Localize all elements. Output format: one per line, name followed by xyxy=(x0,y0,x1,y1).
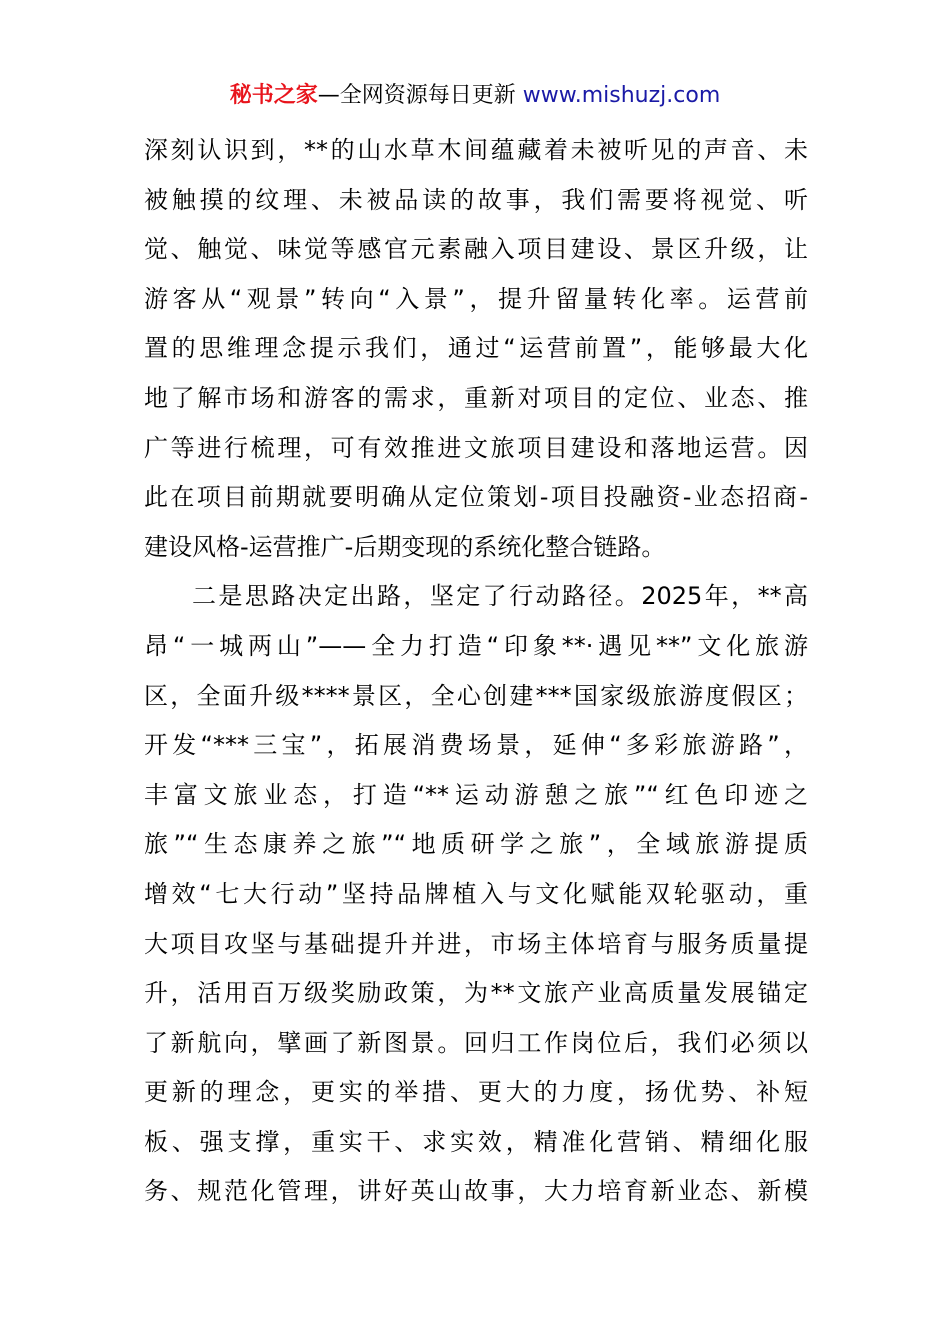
text-line: 地了解市场和游客的需求，重新对项目的定位、业态、推 xyxy=(144,383,808,412)
brand-name: 秘书之家 xyxy=(229,83,318,108)
text-line: 置的思维理念提示我们，通过“运营前置”，能够最大化 xyxy=(144,334,808,363)
text-line: 深刻认识到，**的山水草木间蕴藏着未被听见的声音、未 xyxy=(144,136,808,164)
text-line: 板、强支撑，重实干、求实效，精准化营销、精细化服 xyxy=(144,1127,808,1156)
text-line: 广等进行梳理，可有效推进文旅项目建设和落地运营。因 xyxy=(144,433,808,462)
paragraph-start-line: 二是思路决定出路，坚定了行动路径。2025年，**高 xyxy=(192,582,808,611)
site-header xyxy=(0,79,950,113)
text-line: 被触摸的纹理、未被品读的故事，我们需要将视觉、听 xyxy=(144,185,808,214)
text-line: 区，全面升级****景区，全心创建***国家级旅游度假区； xyxy=(144,681,808,710)
text-line: 务、规范化管理，讲好英山故事，大力培育新业态、新模 xyxy=(144,1177,808,1206)
document-body xyxy=(144,126,808,1217)
text-line: 游客从“观景”转向“入景”，提升留量转化率。运营前 xyxy=(144,284,808,313)
text-line: 大项目攻坚与基础提升并进，市场主体培育与服务质量提 xyxy=(144,929,808,958)
text-line: 旅”“生态康养之旅”“地质研学之旅”，全域旅游提质 xyxy=(144,830,808,859)
text-line: 昂“一城两山”——全力打造“印象**·遇见**”文化旅游 xyxy=(144,631,808,660)
text-line: 丰富文旅业态，打造“**运动游憩之旅”“红色印迹之 xyxy=(144,780,808,809)
text-line: 升，活用百万级奖励政策，为**文旅产业高质量发展锚定 xyxy=(144,979,808,1008)
header-tagline: —全网资源每日更新 xyxy=(317,83,516,108)
text-line: 了新航向，擘画了新图景。回归工作岗位后，我们必须以 xyxy=(144,1028,808,1057)
paragraph-end-line: 建设风格-运营推广-后期变现的系统化整合链路。 xyxy=(144,532,666,561)
site-url: www.mishuzj.com xyxy=(515,83,721,108)
text-line: 增效“七大行动”坚持品牌植入与文化赋能双轮驱动，重 xyxy=(144,879,808,908)
text-line: 开发“***三宝”，拓展消费场景，延伸“多彩旅游路”， xyxy=(144,731,808,760)
text-line: 此在项目前期就要明确从定位策划-项目投融资-业态招商- xyxy=(144,483,808,512)
text-line: 觉、触觉、味觉等感官元素融入项目建设、景区升级，让 xyxy=(144,235,808,264)
text-line: 更新的理念，更实的举措、更大的力度，扬优势、补短 xyxy=(144,1078,808,1107)
